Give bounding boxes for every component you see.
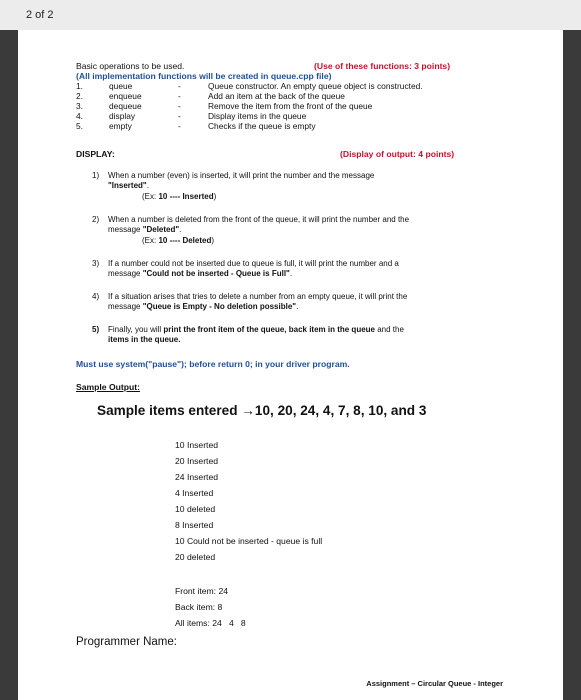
op-name-3: dequeue	[109, 101, 142, 111]
op-name-1: queue	[109, 81, 133, 91]
display-item-3-line2: message "Could not be inserted - Queue is Full".	[108, 269, 293, 278]
display-item-1-example: (Ex: 10 ---- Inserted)	[142, 192, 217, 201]
sample-line-3: 24 Inserted	[175, 472, 218, 482]
sample-line-1: 10 Inserted	[175, 440, 218, 450]
must-use-note: Must use system("pause"); before return 0; in your driver program.	[76, 359, 350, 369]
op-dash-3: -	[178, 101, 181, 111]
op-name-2: enqueue	[109, 91, 142, 101]
op-num-2: 2.	[76, 91, 83, 101]
programmer-name-label: Programmer Name:	[76, 636, 177, 648]
sample-all-items: All items: 24 4 8	[175, 618, 246, 628]
intro-text: Basic operations to be used.	[76, 61, 185, 71]
op-desc-2: Add an item at the back of the queue	[208, 91, 345, 101]
document-page	[18, 30, 563, 700]
functions-points-note: (Use of these functions: 3 points)	[314, 61, 451, 71]
viewer-page-indicator-bar	[0, 0, 581, 30]
display-points-note: (Display of output: 4 points)	[340, 149, 455, 159]
op-dash-5: -	[178, 121, 181, 131]
display-item-2-example: (Ex: 10 ---- Deleted)	[142, 236, 215, 245]
display-item-4-line2: message "Queue is Empty - No deletion possible".	[108, 302, 299, 311]
display-item-2-line1: When a number is deleted from the front of the queue, it will print the number and the	[108, 215, 410, 224]
display-item-2-line2: message "Deleted".	[108, 225, 182, 234]
display-item-num-2: 2)	[92, 215, 100, 224]
sample-title: Sample items entered →10, 20, 24, 4, 7, 8, 10, and 3	[97, 403, 427, 418]
sample-output-heading: Sample Output:	[76, 382, 140, 392]
op-desc-4: Display items in the queue	[208, 111, 307, 121]
sample-line-5: 10 deleted	[175, 504, 216, 514]
document-footer: Assignment – Circular Queue - Integer	[366, 679, 503, 688]
display-item-4-line1: If a situation arises that tries to delete a number from an empty queue, it will print the	[108, 292, 408, 301]
op-name-4: display	[109, 111, 136, 121]
sample-line-8: 20 deleted	[175, 552, 216, 562]
op-desc-5: Checks if the queue is empty	[208, 121, 316, 131]
op-name-5: empty	[109, 121, 132, 131]
op-desc-1: Queue constructor. An empty queue object is constructed.	[208, 81, 423, 91]
display-item-3-line1: If a number could not be inserted due to queue is full, it will print the number and a	[108, 259, 399, 268]
display-item-num-1: 1)	[92, 171, 100, 180]
display-item-1-line1: When a number (even) is inserted, it will print the number and the message	[108, 171, 375, 180]
display-item-num-4: 4)	[92, 292, 100, 301]
display-item-5-line2: items in the queue.	[108, 335, 181, 344]
op-num-4: 4.	[76, 111, 83, 121]
op-num-1: 1.	[76, 81, 83, 91]
implementation-note: (All implementation functions will be created in queue.cpp file)	[76, 71, 332, 81]
sample-line-7: 10 Could not be inserted - queue is full	[175, 536, 323, 546]
op-desc-3: Remove the item from the front of the queue	[208, 101, 373, 111]
display-item-num-3: 3)	[92, 259, 100, 268]
sample-front-item: Front item: 24	[175, 586, 229, 596]
sample-line-2: 20 Inserted	[175, 456, 218, 466]
sample-back-item: Back item: 8	[175, 602, 223, 612]
op-dash-1: -	[178, 81, 181, 91]
display-item-1-line2: "Inserted".	[108, 181, 149, 190]
sample-line-4: 4 Inserted	[175, 488, 214, 498]
op-dash-2: -	[178, 91, 181, 101]
display-item-5-line1: Finally, you will print the front item of the queue, back item in the queue and the	[108, 325, 404, 334]
op-num-5: 5.	[76, 121, 83, 131]
display-heading: DISPLAY:	[76, 149, 115, 159]
page-indicator: 2 of 2	[26, 9, 54, 21]
op-dash-4: -	[178, 111, 181, 121]
display-item-num-5: 5)	[92, 325, 100, 334]
op-num-3: 3.	[76, 101, 83, 111]
sample-line-6: 8 Inserted	[175, 520, 214, 530]
